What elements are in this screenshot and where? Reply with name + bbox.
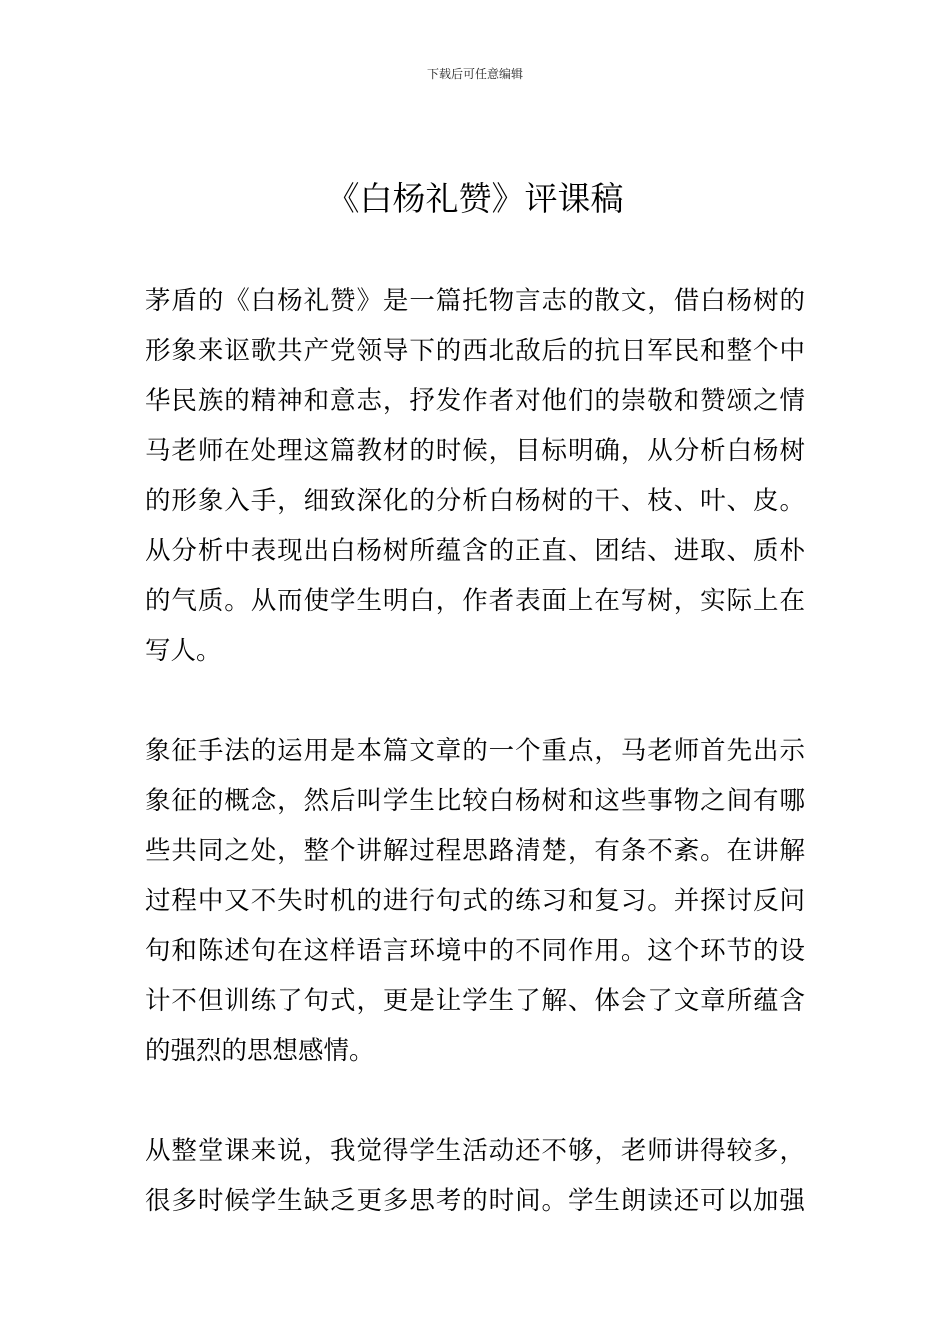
text-line: 计不但训练了句式，更是让学生了解、体会了文章所蕴含 [145, 986, 805, 1016]
text-line: 的强烈的思想感情。 [145, 1036, 375, 1066]
page-header: 下载后可任意编辑 [426, 67, 523, 81]
text-line: 茅盾的《白杨礼赞》是一篇托物言志的散文，借白杨树的 [145, 286, 805, 316]
text-line: 象征的概念，然后叫学生比较白杨树和这些事物之间有哪 [145, 786, 805, 816]
text-line: 的气质。从而使学生明白，作者表面上在写树，实际上在 [145, 586, 805, 616]
text-line: 写人。 [145, 636, 222, 666]
text-line: 马老师在处理这篇教材的时候，目标明确，从分析白杨树 [145, 436, 805, 466]
text-line: 华民族的精神和意志，抒发作者对他们的崇敬和赞颂之情 [145, 386, 805, 416]
document-body [145, 276, 805, 1226]
paragraph-spacer [145, 676, 805, 726]
text-line: 象征手法的运用是本篇文章的一个重点，马老师首先出示 [145, 736, 805, 766]
text-line: 形象来讴歌共产党领导下的西北敌后的抗日军民和整个中 [145, 336, 805, 366]
text-line: 些共同之处，整个讲解过程思路清楚，有条不紊。在讲解 [145, 836, 805, 866]
paragraph [145, 726, 805, 1076]
text-line: 句和陈述句在这样语言环境中的不同作用。这个环节的设 [145, 936, 805, 966]
text-line: 过程中又不失时机的进行句式的练习和复习。并探讨反问 [145, 886, 805, 916]
text-line: 很多时候学生缺乏更多思考的时间。学生朗读还可以加强 [145, 1186, 805, 1216]
paragraph-spacer [145, 1076, 805, 1126]
text-line: 从分析中表现出白杨树所蕴含的正直、团结、进取、质朴 [145, 536, 805, 566]
paragraph [145, 1126, 805, 1226]
document-title: 《白杨礼赞》评课稿 [326, 179, 624, 218]
text-line: 从整堂课来说，我觉得学生活动还不够，老师讲得较多， [145, 1136, 805, 1166]
text-line: 的形象入手，细致深化的分析白杨树的干、枝、叶、皮。 [145, 486, 805, 516]
paragraph [145, 276, 805, 676]
